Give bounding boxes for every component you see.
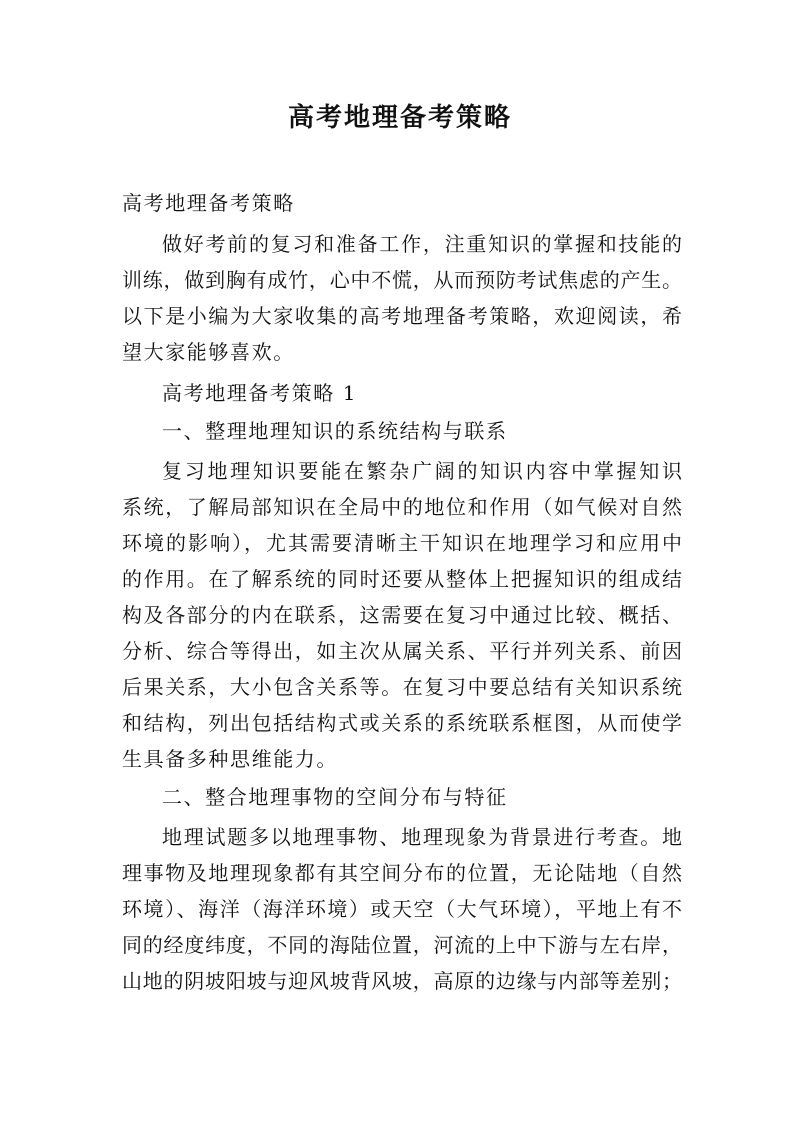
paragraph-line: 以下是小编为大家收集的高考地理备考策略，欢迎阅读，希 (122, 304, 682, 328)
paragraph-line: 后果关系，大小包含关系等。在复习中要总结有关知识系统 (122, 675, 682, 699)
paragraph-line: 理事物及地理现象都有其空间分布的位置，无论陆地（自然 (122, 861, 682, 885)
section-subheading: 一、整理地理知识的系统结构与联系 (162, 419, 508, 443)
paragraph-line: 和结构，列出包括结构式或关系的系统联系框图，从而使学 (122, 711, 682, 735)
document-title: 高考地理备考策略 (287, 103, 512, 133)
paragraph-line: 环境）、海洋（海洋环境）或天空（大气环境），平地上有不 (122, 897, 682, 921)
section-subheading: 二、整合地理事物的空间分布与特征 (162, 785, 508, 809)
paragraph-line: 地理试题多以地理事物、地理现象为背景进行考查。地 (162, 825, 682, 849)
paragraph-line: 分析、综合等得出，如主次从属关系、平行并列关系、前因 (122, 639, 682, 663)
paragraph-line: 做好考前的复习和准备工作，注重知识的掌握和技能的 (162, 232, 682, 256)
paragraph-line: 望大家能够喜欢。 (122, 340, 295, 364)
paragraph-line: 系统，了解局部知识在全局中的地位和作用（如气候对自然 (122, 495, 682, 519)
paragraph-line: 的作用。在了解系统的同时还要从整体上把握知识的组成结 (122, 567, 682, 591)
subtitle-line: 高考地理备考策略 (122, 191, 295, 215)
paragraph-line: 环境的影响），尤其需要清晰主干知识在地理学习和应用中 (122, 531, 682, 555)
paragraph-line: 山地的阴坡阳坡与迎风坡背风坡，高原的边缘与内部等差别； (122, 969, 682, 993)
section-heading: 高考地理备考策略 1 (162, 381, 358, 405)
paragraph-line: 构及各部分的内在联系，这需要在复习中通过比较、概括、 (122, 603, 682, 627)
paragraph-line: 训练，做到胸有成竹，心中不慌，从而预防考试焦虑的产生。 (122, 268, 682, 292)
paragraph-line: 生具备多种思维能力。 (122, 747, 338, 771)
paragraph-line: 同的经度纬度，不同的海陆位置，河流的上中下游与左右岸， (122, 933, 682, 957)
paragraph-line: 复习地理知识要能在繁杂广阔的知识内容中掌握知识 (162, 459, 682, 483)
